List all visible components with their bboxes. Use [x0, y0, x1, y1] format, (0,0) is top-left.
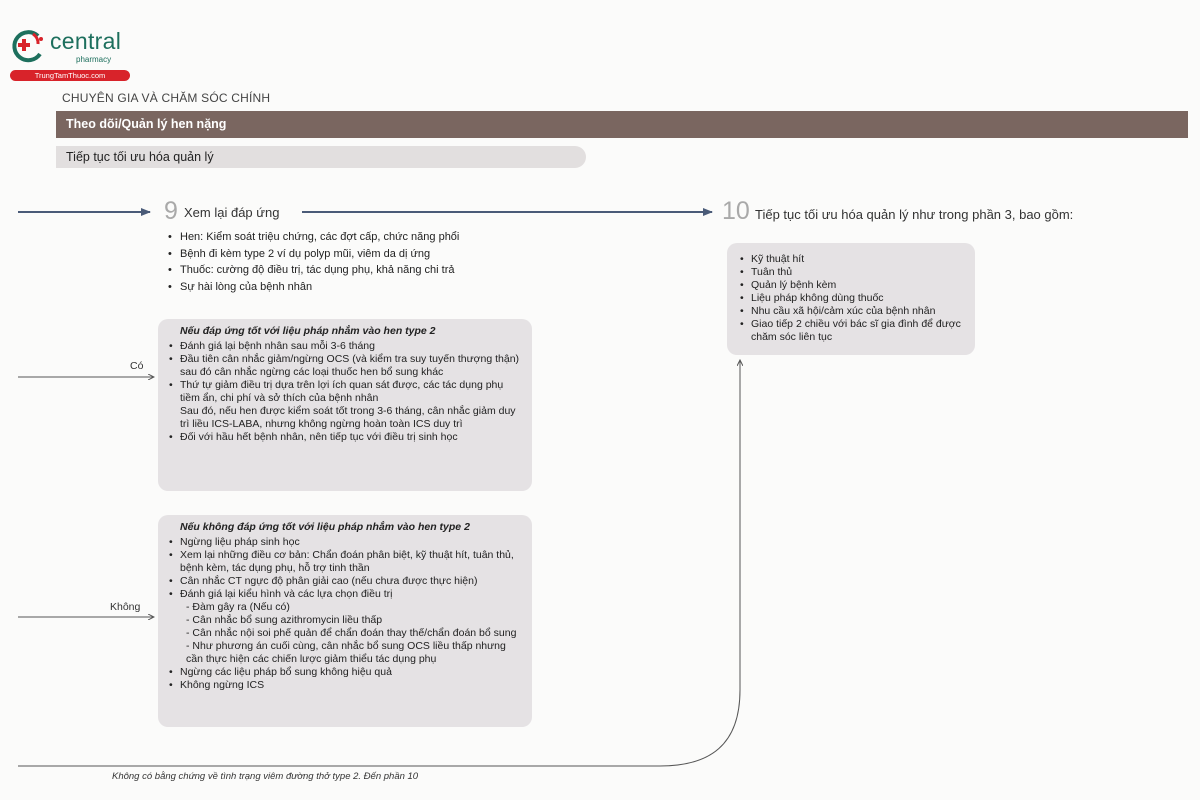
poor-response-list: [168, 536, 524, 692]
list-item: • Hen: Kiểm soát triệu chứng, các đợt cấp, chức năng phổi: [168, 229, 528, 246]
list-item: • Bệnh đi kèm type 2 ví dụ polyp mũi, viêm da dị ứng: [168, 246, 528, 263]
list-item: • Ngừng liệu pháp sinh học: [168, 536, 524, 549]
footnote: Không có bằng chứng về tình trạng viêm đường thở type 2. Đến phần 10: [112, 771, 419, 782]
sub-list-item: - Đàm gây ra (Nếu có): [186, 601, 290, 613]
list-item: • Cân nhắc CT ngực độ phân giải cao (nếu chưa được thực hiện): [168, 575, 524, 588]
sub-list-item: - Cân nhắc bổ sung azithromycin liều thấp: [186, 614, 383, 626]
list-item: • Đối với hầu hết bệnh nhân, nên tiếp tục với điều trị sinh học: [168, 431, 524, 444]
sub-list-item: - Cân nhắc nội soi phế quản để chẩn đoán thay thế/chẩn đoán bổ sung: [186, 627, 517, 639]
step9-bullets: [168, 229, 528, 295]
step10-number: 10: [722, 197, 750, 225]
step9-title: Xem lại đáp ứng: [184, 205, 280, 220]
list-item: • Giao tiếp 2 chiều với bác sĩ gia đình để được chăm sóc liên tục: [739, 318, 969, 344]
step9-number: 9: [164, 197, 178, 225]
list-item: • Tuân thủ: [739, 266, 969, 279]
page-title: Theo dõi/Quản lý hen nặng: [66, 117, 227, 131]
list-item: • Kỹ thuật hít: [739, 253, 969, 266]
list-item: • Thuốc: cường độ điều trị, tác dụng phụ, khả năng chi trả: [168, 262, 528, 279]
good-response-list: [168, 340, 524, 444]
list-item: • Đầu tiên cân nhắc giảm/ngừng OCS (và kiểm tra suy tuyến thượng thận) sau đó cân nhắc ngừng các loại thuốc hen bổ sung khác: [168, 353, 524, 379]
list-item: • Ngừng các liệu pháp bổ sung không hiệu quả: [168, 666, 524, 679]
list-item: Sau đó, nếu hen được kiểm soát tốt trong 3-6 tháng, cân nhắc giảm duy trì liều ICS-LABA, nhưng không ngừng hoàn toàn ICS duy trì: [180, 405, 516, 430]
no-branch-label: Không: [110, 601, 141, 613]
step10-title: Tiếp tục tối ưu hóa quản lý như trong phần 3, bao gồm:: [755, 207, 1074, 222]
list-item: • Xem lại những điều cơ bản: Chẩn đoán phân biệt, kỹ thuật hít, tuân thủ, bệnh kèm, tác dụng phụ, hỗ trợ tinh thần: [168, 549, 524, 575]
list-item: • Thứ tự giảm điều trị dựa trên lợi ích quan sát được, các tác dụng phụ tiềm ẩn, chi phí và sở thích của bệnh nhân: [168, 379, 524, 405]
list-item: • Đánh giá lại bệnh nhân sau mỗi 3-6 tháng: [168, 340, 524, 353]
brand-sub: pharmacy: [76, 55, 112, 64]
list-item: • Nhu cầu xã hội/cảm xúc của bệnh nhân: [739, 305, 969, 318]
list-item: • Sự hài lòng của bệnh nhân: [168, 279, 528, 296]
step10-bullets: [739, 253, 969, 344]
poor-response-box: [158, 515, 532, 727]
step10-box: [727, 243, 975, 355]
list-item: • Đánh giá lại kiểu hình và các lựa chọn điều trị: [168, 588, 524, 601]
brand-site[interactable]: TrungTamThuoc.com: [10, 70, 130, 81]
page-subtitle: Tiếp tục tối ưu hóa quản lý: [66, 150, 214, 164]
sub-list-item: - Như phương án cuối cùng, cân nhắc bổ sung OCS liều thấp nhưng cần thực hiện các chiến lược giảm thiểu tác dụng phụ: [186, 640, 506, 665]
good-response-heading: Nếu đáp ứng tốt với liệu pháp nhắm vào hen type 2: [180, 325, 436, 337]
yes-branch-label: Có: [130, 360, 144, 372]
list-item: • Liệu pháp không dùng thuốc: [739, 292, 969, 305]
good-response-box: [158, 319, 532, 491]
poor-response-heading: Nếu không đáp ứng tốt với liệu pháp nhắm vào hen type 2: [180, 521, 470, 533]
brand-name: central: [50, 28, 122, 54]
list-item: • Không ngừng ICS: [168, 679, 524, 692]
list-item: • Quản lý bệnh kèm: [739, 279, 969, 292]
section-label: CHUYÊN GIA VÀ CHĂM SÓC CHÍNH: [62, 91, 271, 105]
